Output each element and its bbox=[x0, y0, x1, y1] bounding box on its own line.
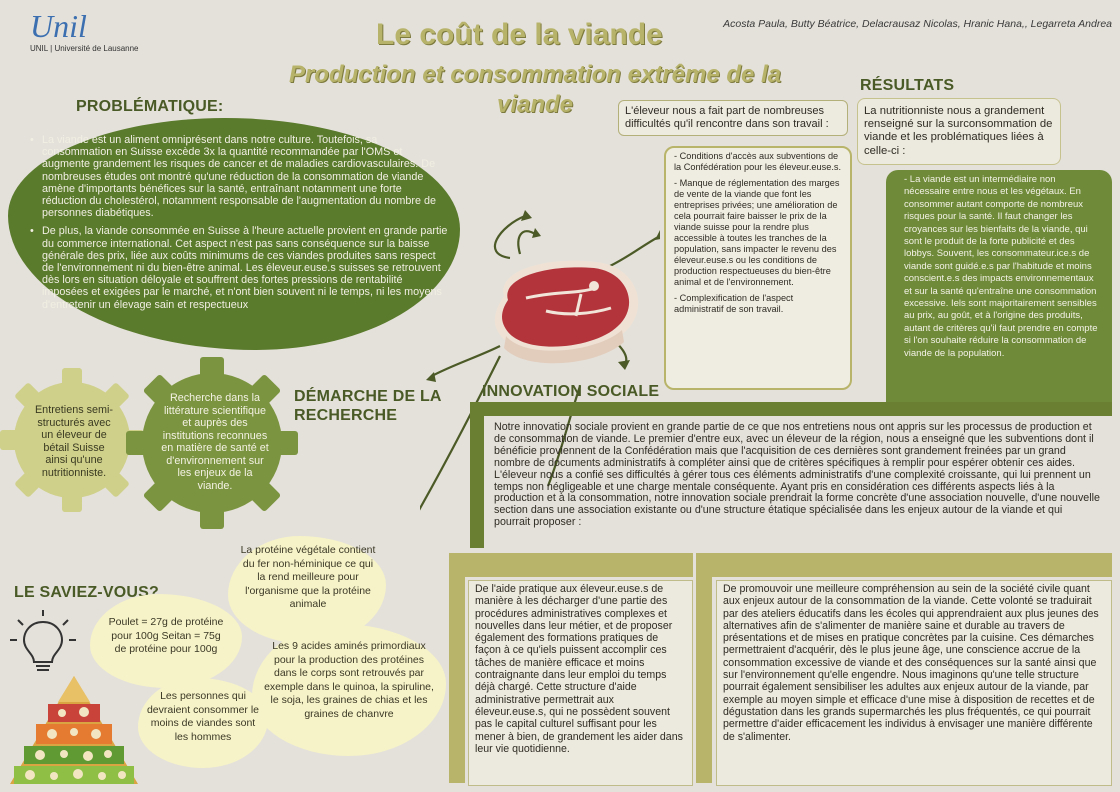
innovation-title: INNOVATION SOCIALE bbox=[482, 383, 660, 400]
eleveur-point: - Complexification de l'aspect administratif de son travail. bbox=[674, 293, 794, 314]
problematique-title: PROBLÉMATIQUE: bbox=[76, 98, 224, 115]
promouvoir-text: De promouvoir une meilleure compréhension au sein de la société civile quant aux enjeux autour de la consommation de la viande. Cette volonté se traduirait par des ateliers éducatifs dans les écoles qui apprendraient aux plus jeunes des alternatives afin de s'alimenter de manière saine et durable au travers de présentations et de mises en pratique concrètes par la cuisine. Ces démarches permettraient d'acquérir, dès le plus jeune âge, une conscience accrue de la consommation excessive de viande et des conséquences sur la santé ainsi que sur l'environnement qu'elle engendre. Nous imaginons qu'une telle structure pourrait également sensibiliser les adultes aux enjeux autour de la viande, par exemple au moyen simple et efficace d'une mise à disposition de recettes et de dégustation dans les grands supermarchés les plus fréquentés, ce qui pourrait permettre d'aider efficacement les individus à envisager une manière différente de s'alimenter. bbox=[716, 580, 1112, 786]
unil-logo: Unil bbox=[30, 8, 87, 44]
poster-title: Le coût de la viande bbox=[376, 18, 663, 51]
promouvoir-frame-top bbox=[696, 553, 1112, 577]
eleveur-intro: L'éleveur nous a fait part de nombreuses difficultés qu'il rencontre dans son travail : bbox=[618, 100, 848, 136]
meat-steak-icon bbox=[495, 261, 638, 364]
food-pyramid-icon bbox=[4, 672, 144, 788]
authors: Acosta Paula, Butty Béatrice, Delacrausaz Nicolas, Hranic Hana,, Legarreta Andrea bbox=[723, 18, 1112, 30]
innovation-text: Notre innovation sociale provient en grande partie de ce que nos entretiens nous ont appris sur les processus de production et de consommation de viande. Le premier d'entre eux, avec un éleveur de la région, nous a enseigné que les subventions dont il bénéficie proviennent de la Confédération mais que l'acquisition de ces dernières sont grandement freinées par un grand nombre de documents administratifs à compléter ainsi que de critères spécifiques à remplir pour espérer obtenir ces aides. L'éleveur nous a confié ses difficultés à gérer tous ces éléments administratifs d'une complexité croissante, qui lui prennent un temps non négligeable et une charge mentale conséquente. Ayant pris en considération ces différents aspects liés à la production et à la consommation, notre innovation sociale prendrait la forme concrète d'une association nouvelle, d'une nouvelle section dans une association existante ou d'une structure étatique spécialisée dans les enjeux autour de la viande et qui pourrait proposer : bbox=[494, 421, 1100, 529]
bubble-proteine-text: La protéine végétale contient du fer non-héminique ce qui la rend meilleure pour l'organisme que la protéine animale bbox=[240, 544, 376, 610]
bubble-acides-text: Les 9 acides aminés primordiaux pour la production des protéines dans le corps sont retrouvés par exemple dans le quinoa, la spiruline, le soja, les graines de chias et les graines de chanvre bbox=[264, 640, 434, 720]
lightbulb-icon bbox=[8, 608, 78, 678]
eleveur-point: - Manque de réglementation des marges de vente de la viande que font les entreprises privées; une amélioration de cela pourrait faire baisser le prix de la viande suisse pour la rendre plus accessible à toutes les tranches de la population, sans impacter le revenu des éleveur.euse.s ou les conditions de production respectueuses du bien-être animal et de l'environnement. bbox=[674, 178, 840, 287]
saviez-vous-title: LE SAVIEZ-VOUS? bbox=[14, 584, 159, 601]
pratique-frame-top bbox=[449, 553, 693, 577]
problematique-text bbox=[30, 134, 448, 317]
innovation-frame-top bbox=[470, 402, 1112, 416]
university-name: UNIL | Université de Lausanne bbox=[30, 44, 139, 53]
aide-pratique-text: De l'aide pratique aux éleveur.euse.s de manière à les décharger d'une partie des procédures administratives complexes et nouvelles dans leur métier, et de proposer également des formations pratiques de façon à ce qu'iels puissent accomplir ces tâches de manière efficace et moins contraignante dans leur emploi du temps déjà chargé. Cette structure d'aide administrative permettrait aux éleveur.euse.s, qui ne possèdent souvent pas le capital culturel suffisant pour les mener à bien, de grandement les aider dans leur vie quotidienne. bbox=[468, 580, 693, 786]
gear-entretiens-text: Entretiens semi-structurés avec un éleveur de bétail Suisse ainsi qu'une nutritionniste. bbox=[34, 404, 113, 479]
demarche-title: DÉMARCHE DE LA RECHERCHE bbox=[294, 388, 442, 424]
poster-subtitle: Production et consommation extrême de la viande bbox=[288, 61, 782, 118]
pratique-frame-left bbox=[449, 553, 465, 783]
problematique-point: • De plus, la viande consommée en Suisse à l'heure actuelle provient en grande partie du commerce international. Cet aspect n'est pas sans conséquence sur la baisse générale des prix, liée aux coûts minimums de ces viandes produites sans respect de l'environnement ni du bien-être animal. Les éleveur.euse.s suisses se retrouvent dès lors en situation déloyale et souffrent des fortes pressions de rentabilité imposées et exigées par le marché, et n'ont bien souvent ni le temps, ni les moyens d'entretenir un élevage sain et respectueux bbox=[30, 225, 448, 310]
bubble-personnes-text: Les personnes qui devraient consommer le moins de viandes sont les hommes bbox=[146, 690, 260, 743]
eleveur-difficultes bbox=[664, 146, 852, 390]
nutritionniste-text: - La viande est un intermédiaire non nécessaire entre nous et les végétaux. En consommer autant comporte de nombreux risques pour la santé. Il faut changer les croyances sur les bienfaits de la viande, qui sont le produit de la forte publicité et des lobbys. Souvent, les consommateur.ice.s de viande sont guidé.e.s par l'habitude et moins conscient.e.s des impacts environnementaux et sur la santé qu'entraîne une consommation excessive. Iels sont majoritairement sensibles au prix, au goût, et à l'origine des produits, autant de critères qu'il faut prendre en compte si l'on souhaite réduire la consommation de viande de la population. bbox=[886, 170, 1112, 416]
gear-recherche-text: Recherche dans la littérature scientifique et auprès des institutions reconnues en matière de santé et d'environnement sur les enjeux de la viande. bbox=[161, 392, 269, 492]
bubble-poulet-text: Poulet = 27g de protéine pour 100g Seitan = 75g de protéine pour 100g bbox=[108, 616, 224, 655]
promouvoir-frame-left bbox=[696, 553, 712, 783]
innovation-frame-left bbox=[470, 402, 484, 548]
nutritionniste-intro: La nutritionniste nous a grandement renseigné sur la surconsommation de viande et les problématiques liées à celle-ci : bbox=[857, 98, 1061, 165]
eleveur-point: - Conditions d'accès aux subventions de la Confédération pour les éleveur.euse.s. bbox=[674, 151, 842, 172]
resultats-title: RÉSULTATS bbox=[860, 77, 955, 94]
problematique-point: • La viande est un aliment omniprésent dans notre culture. Toutefois, sa consommation en Suisse excède 3x la quantité recommandée par l'OMS et augmente grandement les risques de cancer et de maladies cardiovasculaires. De nombreuses études ont montré qu'une réduction de la consommation de viande amène d'importants bénéfices sur la santé, entraînant notamment une forte réduction du cholestérol, notamment responsable de l'augmentation du nombre de personnes diabétiques. bbox=[30, 134, 448, 219]
